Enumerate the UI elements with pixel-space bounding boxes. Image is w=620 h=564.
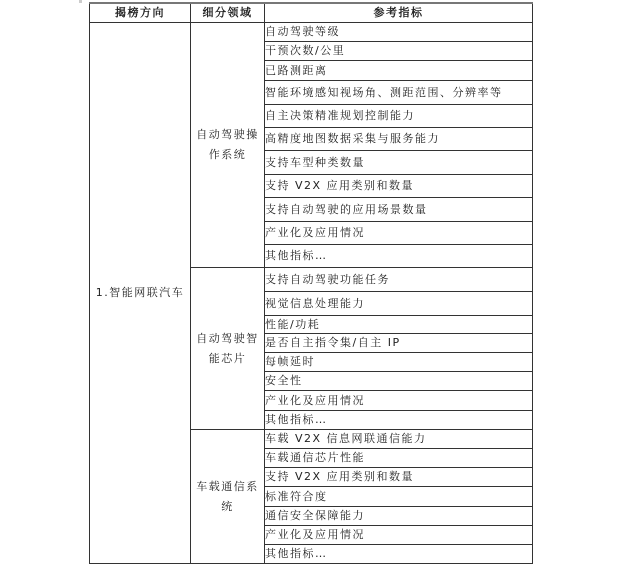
indicator-table [89,2,533,564]
indicator-cell: 产业化及应用情况 [265,391,533,411]
indicator-cell: 安全性 [265,372,533,391]
field-line: 自动驾驶操 [196,128,259,141]
field-cell [191,430,265,564]
indicator-cell: 其他指标… [265,245,533,268]
field-cell [191,268,265,430]
indicator-cell: 高精度地图数据采集与服务能力 [265,128,533,151]
indicator-cell: 车载通信芯片性能 [265,449,533,468]
indicator-cell: 其他指标… [265,545,533,564]
indicator-cell: 是否自主指令集/自主 IP [265,334,533,353]
field-line: 统 [221,499,234,513]
indicator-cell: 支持车型种类数量 [265,151,533,175]
indicator-cell: 性能/功耗 [265,316,533,334]
table-row [90,23,533,42]
indicator-cell: 标准符合度 [265,487,533,507]
indicator-cell: 产业化及应用情况 [265,222,533,245]
field-line: 自动驾驶智 [196,331,259,345]
indicator-cell: 支持 V2X 应用类别和数量 [265,468,533,487]
field-line: 作系统 [208,148,247,161]
indicator-cell: 其他指标… [265,411,533,430]
indicator-cell: 支持 V2X 应用类别和数量 [265,175,533,198]
indicator-cell: 支持自动驾驶功能任务 [265,268,533,292]
header-field: 细分领域 [191,3,265,23]
table-header-row [90,3,533,23]
field-line: 能芯片 [208,351,247,365]
field-line: 车载通信系 [196,479,259,493]
indicator-cell: 每帧延时 [265,353,533,372]
indicator-cell: 产业化及应用情况 [265,526,533,545]
header-indicator: 参考指标 [265,3,533,23]
direction-cell: 1.智能网联汽车 [90,23,191,564]
indicator-cell: 车载 V2X 信息网联通信能力 [265,430,533,449]
header-direction: 揭榜方向 [90,3,191,23]
field-cell [191,23,265,268]
indicator-cell: 自主决策精准规划控制能力 [265,105,533,128]
indicator-cell: 支持自动驾驶的应用场景数量 [265,198,533,222]
indicator-cell: 自动驾驶等级 [265,23,533,42]
page-corner-mark [79,0,82,3]
indicator-cell: 智能环境感知视场角、测距范围、分辨率等 [265,81,533,105]
indicator-cell: 已路测距离 [265,61,533,81]
indicator-cell: 视觉信息处理能力 [265,292,533,316]
indicator-cell: 通信安全保障能力 [265,507,533,526]
indicator-cell: 干预次数/公里 [265,42,533,61]
